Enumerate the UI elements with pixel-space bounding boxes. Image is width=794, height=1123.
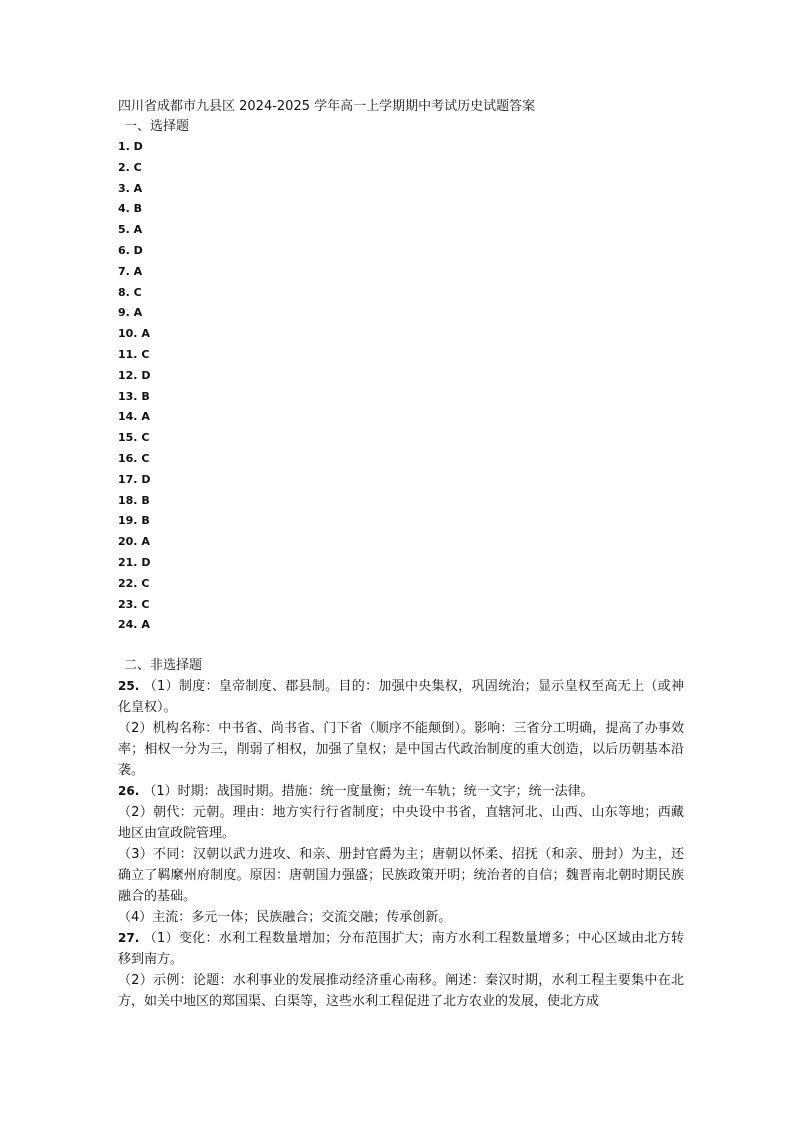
answer-paragraph	[118, 844, 684, 907]
paragraph-text: （4）主流：多元一体；民族融合；交流交融；传承创新。	[118, 910, 452, 926]
answer-item: 5. A	[118, 223, 143, 237]
paragraph-text: （1）制度：皇帝制度、郡县制。目的：加强中央集权，巩固统治；显示皇权至高无上（或神化皇权）。	[118, 679, 684, 716]
answer-paragraph	[118, 676, 684, 718]
answer-paragraph	[118, 781, 684, 802]
answer-item: 10. A	[118, 327, 150, 341]
paragraph-text: （1）变化：水利工程数量增加；分布范围扩大；南方水利工程数量增多；中心区域由北方转移到南方。	[118, 931, 684, 968]
answer-item: 2. C	[118, 160, 142, 174]
answer-item: 6. D	[118, 243, 143, 257]
answer-item: 13. B	[118, 389, 150, 403]
answer-item: 11. C	[118, 347, 150, 361]
paragraph-text: （1）时期：战国时期。措施：统一度量衡；统一车轨；统一文字；统一法律。	[143, 784, 594, 800]
answer-item: 23. C	[118, 597, 150, 611]
section-heading-choice: 一、选择题	[124, 119, 190, 134]
answer-item: 12. D	[118, 368, 151, 382]
answer-item: 16. C	[118, 451, 150, 465]
answer-item: 7. A	[118, 264, 143, 278]
answer-item: 18. B	[118, 493, 150, 507]
answer-item: 24. A	[118, 618, 150, 632]
answer-item: 14. A	[118, 410, 150, 424]
answer-item: 15. C	[118, 431, 150, 445]
answer-paragraph	[118, 907, 684, 928]
answer-list	[118, 137, 684, 636]
answer-item: 3. A	[118, 181, 143, 195]
answer-paragraphs	[118, 676, 684, 1012]
document-page	[118, 96, 684, 1012]
answer-item: 22. C	[118, 576, 150, 590]
paragraph-text: （3）不同：汉朝以武力进攻、和亲、册封官爵为主；唐朝以怀柔、招抚（和亲、册封）为主，还确立了羁縻州府制度。原因：唐朝国力强盛；民族政策开明；统治者的自信；魏晋南北朝时期民族融合的基础。	[118, 847, 684, 905]
spacer	[118, 636, 684, 656]
question-number: 26.	[118, 784, 140, 799]
answer-paragraph	[118, 802, 684, 844]
question-number: 27.	[118, 931, 140, 946]
answer-paragraph	[118, 970, 684, 1012]
answer-item: 1. D	[118, 140, 143, 153]
answer-item: 21. D	[118, 555, 151, 569]
answer-item: 4. B	[118, 202, 143, 216]
document-title: 四川省成都市九县区 2024-2025 学年高一上学期期中考试历史试题答案	[118, 99, 536, 114]
answer-item: 17. D	[118, 472, 151, 486]
paragraph-text: （2）示例：论题：水利事业的发展推动经济重心南移。阐述：秦汉时期，水利工程主要集中在北方，如关中地区的郑国渠、白渠等，这些水利工程促进了北方农业的发展，使北方成	[118, 973, 684, 1010]
answer-paragraph	[118, 928, 684, 970]
answer-paragraph	[118, 718, 684, 781]
answer-item: 9. A	[118, 306, 143, 320]
paragraph-text: （2）朝代：元朝。理由：地方实行行省制度；中央设中书省，直辖河北、山西、山东等地；西藏地区由宣政院管理。	[118, 805, 684, 842]
answer-item: 20. A	[118, 535, 150, 549]
answer-item: 8. C	[118, 285, 142, 299]
section-heading-nonchoice: 二、非选择题	[124, 658, 203, 674]
answer-item: 19. B	[118, 514, 150, 528]
question-number: 25.	[118, 679, 140, 694]
paragraph-text: （2）机构名称：中书省、尚书省、门下省（顺序不能颠倒）。影响：三省分工明确，提高了办事效率；相权一分为三，削弱了相权，加强了皇权；是中国古代政治制度的重大创造，以后历朝基本沿袭。	[118, 721, 684, 779]
